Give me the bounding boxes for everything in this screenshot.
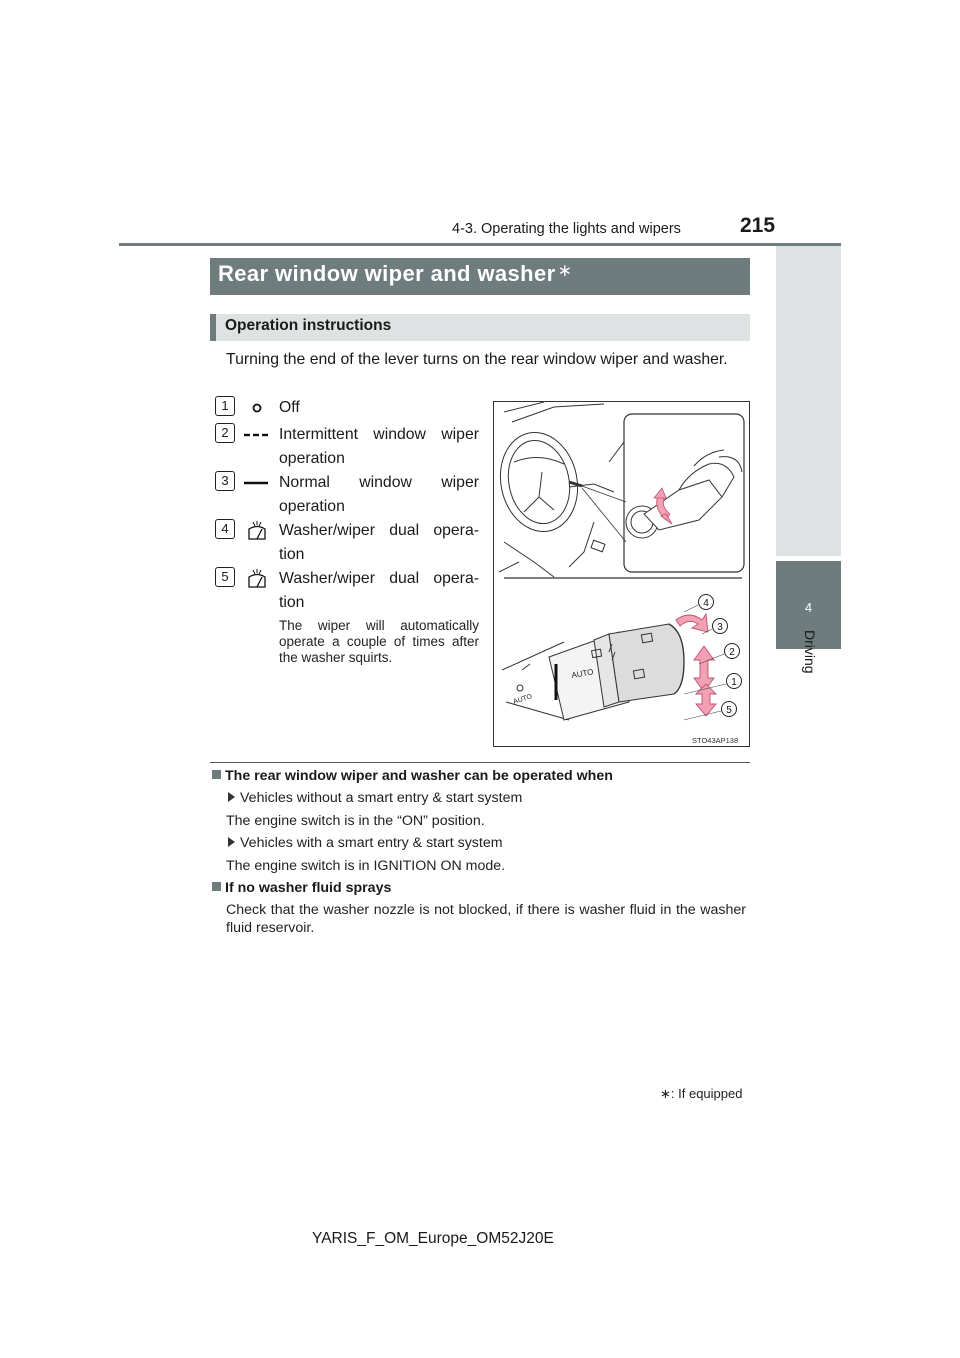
side-strip xyxy=(776,246,841,556)
note-paragraph: Check that the washer nozzle is not blocked, if there is washer fluid in the washer fluid reservoir. xyxy=(226,902,746,936)
footnote xyxy=(660,1086,742,1102)
chapter-label xyxy=(794,630,824,690)
item-text: Off xyxy=(279,399,300,416)
callout-1: 1 xyxy=(731,677,737,688)
figure-code: STO43AP138 xyxy=(692,736,739,745)
intermittent-wiper-icon xyxy=(241,425,273,445)
lever-auto-label-2: AUTO xyxy=(512,693,534,706)
note-heading-text: The rear window wiper and washer can be operated when xyxy=(225,768,613,784)
illustration-drawing xyxy=(494,402,749,746)
item-number: 5 xyxy=(215,567,235,587)
washer-wiper-icon xyxy=(241,521,273,541)
normal-wiper-icon xyxy=(241,473,273,493)
note-heading xyxy=(212,768,613,784)
triangle-bullet-icon xyxy=(228,792,235,802)
item-text: Intermittent window wiper operation xyxy=(279,426,479,467)
header-rule xyxy=(119,243,841,246)
intro-paragraph: Turning the end of the lever turns on the rear window wiper and washer. xyxy=(226,351,728,368)
item-number: 4 xyxy=(215,519,235,539)
subheading-accent xyxy=(210,314,216,341)
chapter-number: 4 xyxy=(804,600,813,615)
page-number: 215 xyxy=(740,214,776,237)
item-number: 3 xyxy=(215,471,235,491)
vehicle-variant-text: Vehicles with a smart entry & start system xyxy=(240,835,503,851)
footnote-mark: ∗ xyxy=(660,1086,671,1101)
note-text: The engine switch is in IGNITION ON mode. xyxy=(226,858,506,874)
note-heading-text: If no washer fluid sprays xyxy=(225,880,392,896)
vehicle-variant xyxy=(226,835,503,851)
page-title-text: Rear window wiper and washer xyxy=(218,261,556,286)
off-icon xyxy=(241,398,273,418)
section-title: 4-3. Operating the lights and wipers xyxy=(452,221,681,237)
square-bullet-icon xyxy=(212,770,221,779)
item-number: 2 xyxy=(215,423,235,443)
footnote-text: : If equipped xyxy=(670,1086,743,1101)
wiper-lever-illustration xyxy=(493,401,750,747)
item-text: Washer/wiper dual opera-tion xyxy=(279,570,479,611)
if-equipped-mark: ∗ xyxy=(557,261,573,280)
item-note: The wiper will automatically operate a couple of times after the washer squirts. xyxy=(279,618,479,665)
note-heading xyxy=(212,880,391,896)
callout-4: 4 xyxy=(703,598,709,609)
item-text: Normal window wiper operation xyxy=(279,474,479,515)
callout-5: 5 xyxy=(726,705,732,716)
lever-auto-label: AUTO xyxy=(570,667,595,680)
callout-2: 2 xyxy=(729,647,735,658)
item-text: Washer/wiper dual opera-tion xyxy=(279,522,479,563)
document-code: YARIS_F_OM_Europe_OM52J20E xyxy=(312,1230,554,1247)
callout-3: 3 xyxy=(717,622,723,633)
vehicle-variant xyxy=(226,790,522,806)
note-text: The engine switch is in the “ON” position. xyxy=(226,813,485,829)
page-title xyxy=(218,261,572,287)
triangle-bullet-icon xyxy=(228,837,235,847)
subheading: Operation instructions xyxy=(225,317,392,334)
section-separator xyxy=(210,762,750,763)
chapter-label-text: Driving xyxy=(802,630,818,674)
item-number: 1 xyxy=(215,396,235,416)
vehicle-variant-text: Vehicles without a smart entry & start system xyxy=(240,790,523,806)
square-bullet-icon xyxy=(212,882,221,891)
washer-wiper-icon xyxy=(241,569,273,589)
